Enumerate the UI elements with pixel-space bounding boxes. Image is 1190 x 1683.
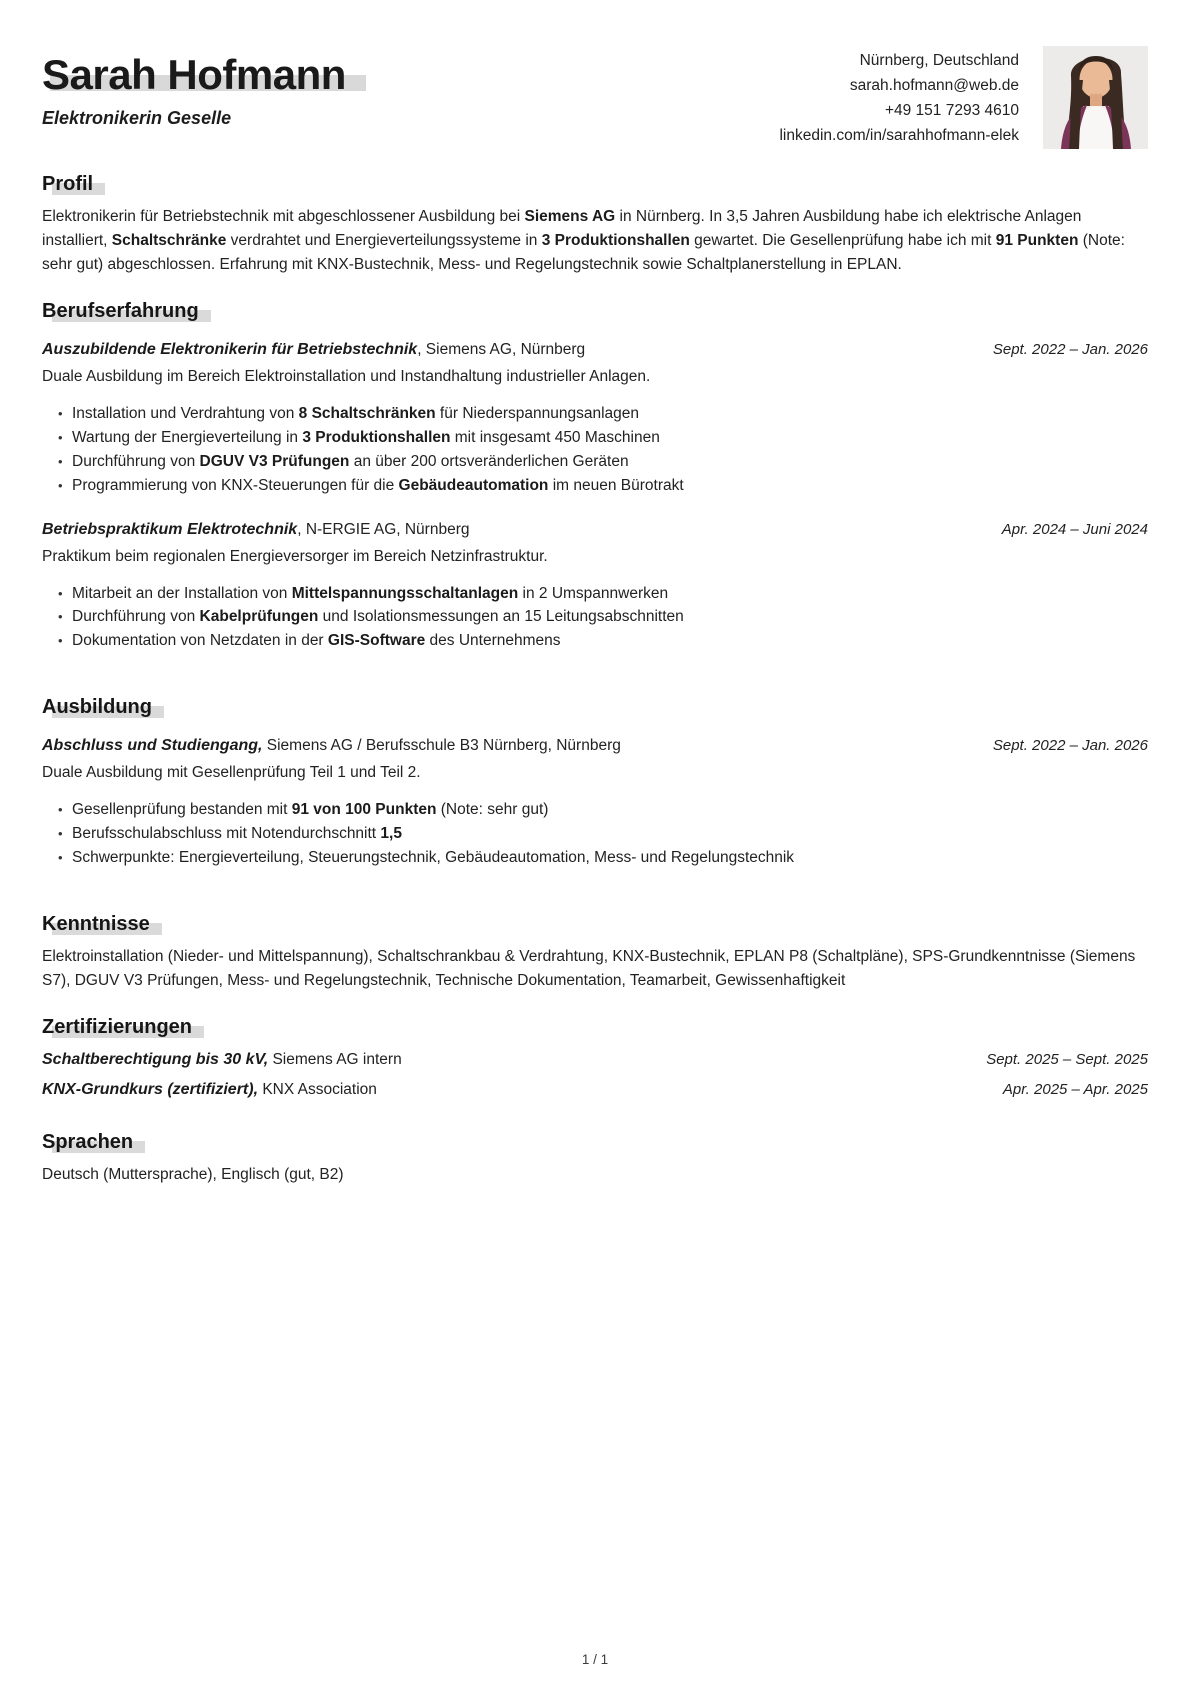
page-indicator: 1 / 1 (581, 1652, 609, 1667)
list-item (58, 450, 1148, 474)
section-profile (42, 150, 1148, 277)
bullet-text: Schwerpunkte: Energieverteilung, Steuerungstechnik, Gebäudeautomation, Mess- und Regelungstechnik (72, 848, 795, 866)
entry-bullet-list (42, 798, 1148, 870)
entry-title: Betriebspraktikum Elektrotechnik (42, 520, 298, 538)
bullet-text: Installation und Verdrahtung von 8 Schaltschränken für Niederspannungsanlagen (72, 405, 639, 423)
entry-date: Sept. 2022 – Jan. 2026 (992, 341, 1148, 359)
entry-org: KNX Association (258, 1080, 377, 1098)
bullet-text: Gesellenprüfung bestanden mit 91 von 100 Punkten (Note: sehr gut) (72, 801, 549, 819)
bullet-text: Durchführung von Kabelprüfungen und Isolationsmessungen an 15 Leitungsabschnitten (72, 608, 684, 626)
bullet-text: Mitarbeit an der Installation von Mittelspannungsschaltanlagen in 2 Umspannwerken (72, 584, 669, 602)
list-item (58, 426, 1148, 450)
entry-org: , Siemens AG, Nürnberg (417, 341, 586, 359)
entry-date: Sept. 2025 – Sept. 2025 (986, 1050, 1148, 1068)
education-heading: Ausbildung (42, 695, 152, 719)
bullet-icon: • (58, 609, 63, 625)
bullet-icon: • (58, 477, 63, 493)
list-item (58, 402, 1148, 426)
list-item (58, 629, 1148, 653)
profile-photo (1043, 46, 1148, 149)
entry-head (42, 1048, 1148, 1072)
entry-summary: Duale Ausbildung mit Gesellenprüfung Teil 1 und Teil 2. (42, 764, 421, 782)
entry-date: Sept. 2022 – Jan. 2026 (992, 737, 1148, 755)
list-item (58, 582, 1148, 606)
entry-date: Apr. 2024 – Juni 2024 (1001, 520, 1148, 538)
person-name (42, 52, 346, 98)
bullet-text: Programmierung von KNX-Steuerungen für die Gebäudeautomation im neuen Bürotrakt (72, 476, 684, 494)
entry-org: , N-ERGIE AG, Nürnberg (297, 520, 470, 538)
entry-org: Siemens AG / Berufsschule B3 Nürnberg, Nürnberg (262, 737, 621, 755)
entry-date: Apr. 2025 – Apr. 2025 (1002, 1080, 1148, 1098)
section-education (42, 673, 1148, 870)
list-item (58, 474, 1148, 498)
contact-phone: +49 151 7293 4610 (884, 102, 1019, 120)
entry-title-line (42, 338, 585, 362)
languages-heading: Sprachen (42, 1130, 133, 1154)
languages-text: Deutsch (Muttersprache), Englisch (gut, B2) (42, 1165, 344, 1183)
profile-text: Elektronikerin für Betriebstechnik mit abgeschlossener Ausbildung bei Siemens AG in Nürnberg. In 3,5 Jahren Ausbildung habe ich elektrische Anlagen installiert, Schaltschränke verdrahtet und Energieverteilungssysteme in 3 Produktionshallen gewartet. Die Gesellenprüfung habe ich mit 91 Punkten (Note: sehr gut) abgeschlossen. Erfahrung mit KNX-Bustechnik, Mess- und Regelungstechnik sowie Schaltplanerstellung in EPLAN. (42, 208, 1125, 274)
bullet-icon: • (58, 849, 63, 865)
contact-email: sarah.hofmann@web.de (849, 77, 1019, 95)
section-skills (42, 890, 1148, 993)
entry-title-line (42, 1048, 402, 1072)
bullet-icon: • (58, 429, 63, 445)
entry-head (42, 338, 1148, 362)
bullet-icon: • (58, 453, 63, 469)
list-item (58, 822, 1148, 846)
header-right (779, 46, 1148, 149)
entry-org: Siemens AG intern (268, 1050, 402, 1068)
contact-location: Nürnberg, Deutschland (859, 52, 1019, 69)
bullet-text: Wartung der Energieverteilung in 3 Produktionshallen mit insgesamt 450 Maschinen (72, 428, 660, 446)
skills-heading: Kenntnisse (42, 912, 150, 936)
contact-block (779, 46, 1019, 148)
bullet-icon: • (58, 406, 63, 422)
entry-bullet-list (42, 402, 1148, 497)
entry-head (42, 1078, 1148, 1102)
certification-entry (42, 1078, 1148, 1102)
bullet-icon: • (58, 585, 63, 601)
skills-text: Elektroinstallation (Nieder- und Mittelspannung), Schaltschrankbau & Verdrahtung, KNX-Bustechnik, EPLAN P8 (Schaltpläne), SPS-Grundkenntnisse (Siemens S7), DGUV V3 Prüfungen, Mess- und Regelungstechnik, Technische Dokumentation, Teamarbeit, Gewissenhaftigkeit (42, 947, 1136, 989)
list-item (58, 798, 1148, 822)
entry-title: Abschluss und Studiengang, (42, 737, 263, 755)
list-item (58, 846, 1148, 870)
experience-entry (42, 518, 1148, 654)
person-name-text: Sarah Hofmann (42, 51, 346, 98)
list-item (58, 605, 1148, 629)
bullet-text: Durchführung von DGUV V3 Prüfungen an über 200 ortsveränderlichen Geräten (72, 452, 629, 470)
section-experience (42, 277, 1148, 653)
section-certifications (42, 993, 1148, 1102)
bullet-icon: • (58, 633, 63, 649)
entry-title: KNX-Grundkurs (zertifiziert), (42, 1080, 259, 1098)
entry-bullet-list (42, 582, 1148, 654)
header (42, 46, 1148, 150)
profile-heading: Profil (42, 172, 93, 196)
bullet-icon: • (58, 802, 63, 818)
job-title: Elektronikerin Geselle (42, 108, 232, 129)
experience-heading: Berufserfahrung (42, 299, 199, 323)
entry-title-line (42, 734, 621, 758)
education-entry (42, 734, 1148, 870)
entry-title: Schaltberechtigung bis 30 kV, (42, 1050, 269, 1068)
section-languages (42, 1108, 1148, 1187)
bullet-text: Berufsschulabschluss mit Notendurchschnitt 1,5 (72, 824, 402, 842)
entry-head (42, 518, 1148, 542)
entry-head (42, 734, 1148, 758)
bullet-icon: • (58, 825, 63, 841)
entry-summary: Praktikum beim regionalen Energieversorger im Bereich Netzinfrastruktur. (42, 547, 548, 565)
contact-linkedin: linkedin.com/in/sarahhofmann-elek (779, 127, 1019, 145)
experience-entry (42, 338, 1148, 497)
entry-title-line (42, 1078, 377, 1102)
entry-title: Auszubildende Elektronikerin für Betriebstechnik (42, 341, 418, 359)
bullet-text: Dokumentation von Netzdaten in der GIS-Software des Unternehmens (72, 632, 561, 650)
certifications-heading: Zertifizierungen (42, 1015, 192, 1039)
entry-summary: Duale Ausbildung im Bereich Elektroinstallation und Instandhaltung industrieller Anlagen. (42, 368, 651, 386)
entry-title-line (42, 518, 469, 542)
certification-entry (42, 1048, 1148, 1072)
identity-block (42, 46, 346, 129)
